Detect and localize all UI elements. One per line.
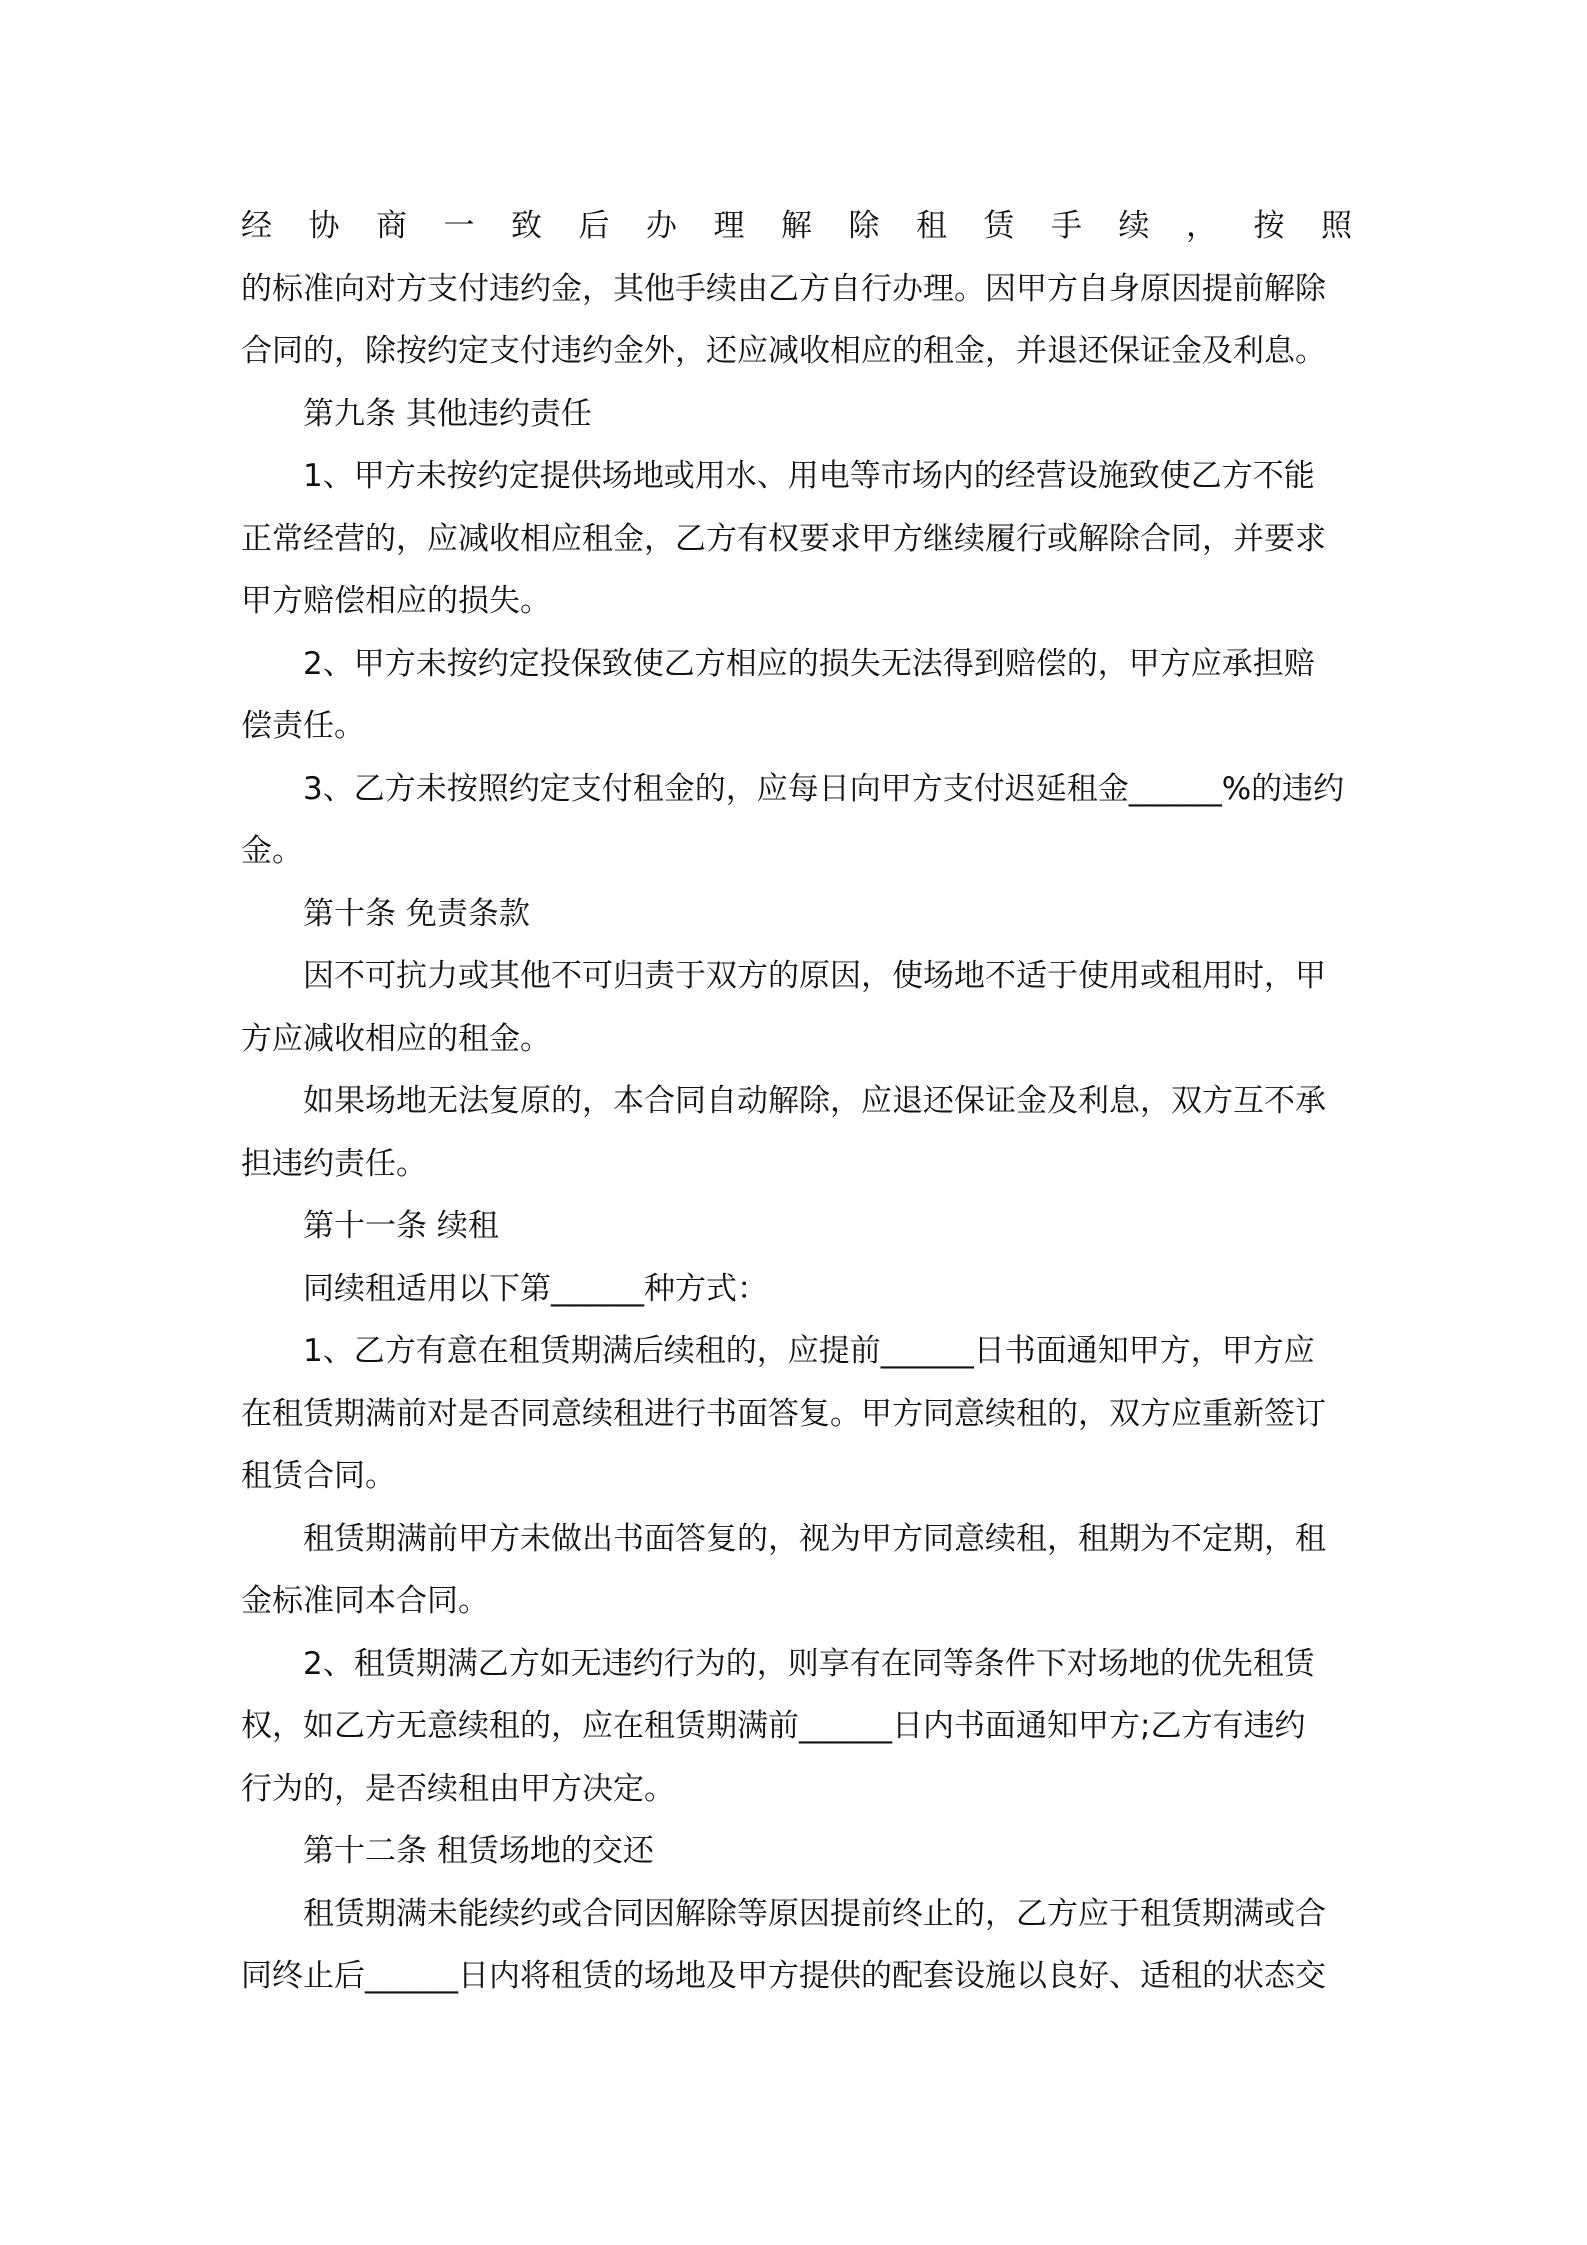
spread-char: 照 [1321,208,1352,244]
spread-char: 赁 [983,208,1015,244]
spread-char: 经 [241,208,272,244]
text-line: 租赁期满前甲方未做出书面答复的，视为甲方同意续租，租期为不定期，租 [303,1520,1326,1557]
text-line: 第十一条 续租 [303,1208,499,1244]
text-line: 如果场地无法复原的，本合同自动解除，应退还保证金及利息，双方互不承 [303,1083,1326,1119]
text-line: 1、甲方未按约定提供场地或用水、用电等市场内的经营设施致使乙方不能 [303,458,1315,494]
text-line: 在租赁期满前对是否同意续租进行书面答复。甲方同意续租的，双方应重新签订 [241,1395,1326,1432]
text-line: 因不可抗力或其他不可归责于双方的原因，使场地不适于使用或租用时，甲 [303,958,1326,994]
text-line: 2、租赁期满乙方如无违约行为的，则享有在同等条件下对场地的优先租赁 [303,1645,1315,1682]
text-line: 金标准同本合同。 [241,1583,489,1619]
spread-char: 手 [1051,208,1082,244]
document-body [241,195,1352,2008]
spread-char: 理 [713,208,745,244]
text-line: 租赁期满未能续约或合同因解除等原因提前终止的，乙方应于租赁期满或合 [303,1895,1326,1932]
spread-char: 商 [376,208,407,244]
text-line: 担违约责任。 [241,1145,427,1182]
text-line: 同续租适用以下第______种方式： [303,1270,768,1307]
text-line: 方应减收相应的租金。 [241,1020,551,1057]
text-line: 1、乙方有意在租赁期满后续租的，应提前______日书面通知甲方，甲方应 [303,1333,1315,1369]
spread-char: 办 [646,208,677,244]
spread-char: 按 [1253,208,1285,244]
text-line: 第九条 其他违约责任 [303,395,592,432]
text-line: 2、甲方未按约定投保致使乙方相应的损失无法得到赔偿的，甲方应承担赔 [303,645,1315,682]
text-line: 甲方赔偿相应的损失。 [241,583,551,619]
text-line: 合同的，除按约定支付违约金外，还应减收相应的租金，并退还保证金及利息。 [241,333,1326,369]
text-line: 金。 [241,833,303,869]
text-line: 正常经营的，应减收相应租金，乙方有权要求甲方继续履行或解除合同，并要求 [241,520,1326,557]
spread-char: 解 [781,208,812,244]
text-line: 第十条 免责条款 [303,895,530,932]
spread-char: 除 [848,208,880,244]
text-line: 偿责任。 [241,708,365,744]
spread-char: 租 [916,208,947,244]
spread-char: ， [1186,208,1217,244]
text-line: 3、乙方未按照约定支付租金的，应每日向甲方支付迟延租金______%的违约 [303,770,1345,807]
spread-char: 协 [308,208,340,244]
spread-char: 后 [578,208,610,244]
text-line: 第十二条 租赁场地的交还 [303,1833,654,1869]
spread-char: 致 [511,208,542,244]
text-line: 同终止后______日内将租赁的场地及甲方提供的配套设施以良好、适租的状态交 [241,1958,1326,1994]
text-line: 的标准向对方支付违约金，其他手续由乙方自行办理。因甲方自身原因提前解除 [241,270,1326,307]
text-line: 租赁合同。 [241,1458,396,1494]
spread-char: 一 [443,208,475,244]
text-line-spread [241,195,1352,258]
spread-char: 续 [1118,208,1150,244]
text-line: 权，如乙方无意续租的，应在租赁期满前______日内书面通知甲方;乙方有违约 [241,1708,1306,1744]
text-line: 行为的，是否续租由甲方决定。 [241,1770,675,1807]
